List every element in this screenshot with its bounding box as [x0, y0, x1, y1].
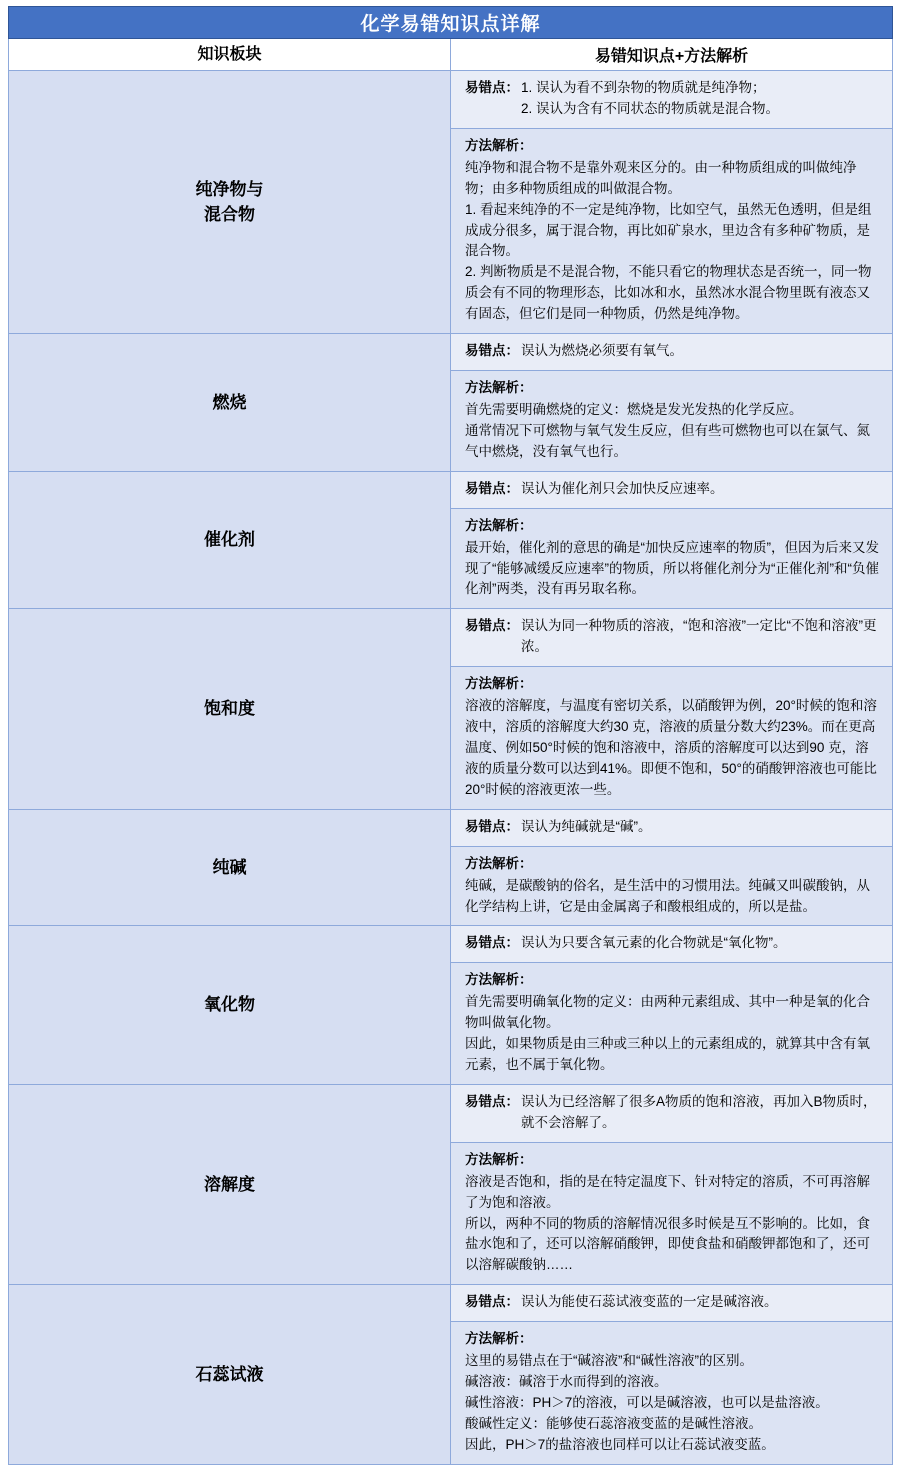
mistake-cell — [451, 1084, 893, 1142]
category-cell — [9, 334, 451, 472]
page-title: 化学易错知识点详解 — [9, 7, 893, 39]
method-line: 纯净物和混合物不是靠外观来区分的。由一种物质组成的叫做纯净物；由多种物质组成的叫做混合物。 — [465, 159, 857, 196]
method-cell — [451, 963, 893, 1085]
table-row — [9, 609, 893, 667]
category-label: 混合物 — [204, 205, 255, 225]
table-header-row — [9, 39, 893, 71]
method-label: 方法解析： — [465, 380, 533, 396]
method-line: 通常情况下可燃物与氧气发生反应，但有些可燃物也可以在氯气、氮气中燃烧，没有氧气也行。 — [465, 422, 870, 459]
category-label: 饱和度 — [204, 699, 255, 719]
table-title-row — [9, 7, 893, 39]
category-cell — [9, 71, 451, 334]
mistake-line: 误认为只要含氧元素的化合物就是“氧化物”。 — [521, 935, 787, 951]
table-row — [9, 1084, 893, 1142]
table-row — [9, 809, 893, 846]
method-cell — [451, 846, 893, 926]
column-header-content: 易错知识点+方法解析 — [451, 39, 893, 71]
column-header-category: 知识板块 — [9, 39, 451, 71]
category-cell — [9, 609, 451, 809]
mistake-line: 误认为燃烧必须要有氧气。 — [521, 343, 683, 359]
method-line: 所以，两种不同的物质的溶解情况很多时候是互不影响的。比如，食盐水饱和了，还可以溶解硝酸钾，即使食盐和硝酸钾都饱和了，还可以溶解碳酸钠…… — [465, 1215, 870, 1273]
category-label: 纯碱 — [212, 857, 247, 877]
method-line: 首先需要明确燃烧的定义：燃烧是发光发热的化学反应。 — [465, 401, 803, 417]
method-cell — [451, 508, 893, 609]
method-line: 酸碱性定义：能够使石蕊溶液变蓝的是碱性溶液。 — [465, 1415, 762, 1431]
method-cell — [451, 1142, 893, 1285]
category-cell — [9, 471, 451, 609]
method-line: 1. 看起来纯净的不一定是纯净物，比如空气，虽然无色透明，但是组成成分很多，属于混合物，再比如矿泉水，里边含有多种矿物质，是混合物。 — [465, 201, 872, 259]
method-line: 溶液是否饱和，指的是在特定温度下、针对特定的溶质，不可再溶解了为饱和溶液。 — [465, 1173, 870, 1210]
method-cell — [451, 1322, 893, 1465]
method-label: 方法解析： — [465, 137, 533, 153]
mistake-line: 误认为能使石蕊试液变蓝的一定是碱溶液。 — [521, 1294, 778, 1310]
category-label: 催化剂 — [204, 530, 255, 550]
method-cell — [451, 128, 893, 333]
mistake-line: 误认为已经溶解了很多A物质的饱和溶液，再加入B物质时，就不会溶解了。 — [521, 1093, 877, 1130]
chemistry-mistakes-table — [8, 6, 893, 1465]
table-row — [9, 471, 893, 508]
category-label: 溶解度 — [204, 1174, 255, 1194]
table-row — [9, 1285, 893, 1322]
method-line: 2. 判断物质是不是混合物，不能只看它的物理状态是否统一，同一物质会有不同的物理形态，比如冰和水，虽然冰水混合物里既有液态又有固态，但它们是同一种物质，仍然是纯净物。 — [465, 264, 872, 322]
category-label: 氧化物 — [204, 995, 255, 1015]
category-label: 燃烧 — [212, 392, 247, 412]
category-cell — [9, 809, 451, 926]
method-label: 方法解析： — [465, 972, 533, 988]
method-label: 方法解析： — [465, 517, 533, 533]
method-line: 溶液的溶解度，与温度有密切关系，以硝酸钾为例，20°时候的饱和溶液中，溶质的溶解度大约30 克，溶液的质量分数大约23%。而在更高温度、例如50°时候的饱和溶液中，溶质的溶解度可以达到90 克，溶液的质量分数可以达到41%。即便不饱和，50°的硝酸钾溶液也可能比20°时候的溶液更浓一些。 — [465, 698, 877, 797]
method-label: 方法解析： — [465, 1331, 533, 1347]
mistake-label: 易错点： — [465, 343, 519, 359]
method-label: 方法解析： — [465, 676, 533, 692]
category-label: 纯净物与 — [195, 179, 264, 199]
table-row — [9, 334, 893, 371]
table-row — [9, 926, 893, 963]
mistake-cell — [451, 926, 893, 963]
method-line: 最开始，催化剂的意思的确是“加快反应速率的物质”，但因为后来又发现了“能够减缓反应速率”的物质，所以将催化剂分为“正催化剂”和“负催化剂”两类，没有再另取名称。 — [465, 539, 879, 597]
method-line: 因此，如果物质是由三种或三种以上的元素组成的，就算其中含有氧元素，也不属于氧化物。 — [465, 1036, 870, 1073]
mistake-label: 易错点： — [465, 1294, 519, 1310]
mistake-line: 1. 误认为看不到杂物的物质就是纯净物； — [521, 80, 766, 95]
mistake-label: 易错点： — [465, 935, 519, 951]
method-cell — [451, 667, 893, 810]
mistake-cell — [451, 809, 893, 846]
category-cell — [9, 1084, 451, 1284]
category-label: 石蕊试液 — [195, 1364, 264, 1384]
method-line: 首先需要明确氧化物的定义：由两种元素组成、其中一种是氧的化合物叫做氧化物。 — [465, 994, 870, 1031]
method-line: 这里的易错点在于“碱溶液”和“碱性溶液”的区别。 — [465, 1353, 753, 1369]
mistake-cell — [451, 1285, 893, 1322]
method-line: 因此，PH＞7的盐溶液也同样可以让石蕊试液变蓝。 — [465, 1436, 775, 1452]
mistake-cell — [451, 334, 893, 371]
mistake-line: 2. 误认为含有不同状态的物质就是混合物。 — [521, 100, 780, 116]
method-line: 碱性溶液：PH＞7的溶液，可以是碱溶液，也可以是盐溶液。 — [465, 1395, 829, 1411]
mistake-line: 误认为同一种物质的溶液，“饱和溶液”一定比“不饱和溶液”更浓。 — [521, 618, 877, 655]
mistake-line: 误认为纯碱就是“碱”。 — [521, 818, 652, 834]
method-line: 碱溶液：碱溶于水而得到的溶液。 — [465, 1374, 668, 1390]
mistake-label: 易错点： — [465, 480, 519, 496]
method-label: 方法解析： — [465, 855, 533, 871]
mistake-label: 易错点： — [465, 80, 519, 95]
mistake-label: 易错点： — [465, 1093, 519, 1109]
mistake-cell — [451, 71, 893, 129]
mistake-label: 易错点： — [465, 618, 519, 634]
mistake-cell — [451, 471, 893, 508]
table-row — [9, 71, 893, 129]
mistake-cell — [451, 609, 893, 667]
category-cell — [9, 1285, 451, 1464]
mistake-label: 易错点： — [465, 818, 519, 834]
mistake-line: 误认为催化剂只会加快反应速率。 — [521, 480, 724, 496]
method-label: 方法解析： — [465, 1151, 533, 1167]
method-cell — [451, 371, 893, 472]
category-cell — [9, 926, 451, 1085]
method-line: 纯碱，是碳酸钠的俗名，是生活中的习惯用法。纯碱又叫碳酸钠，从化学结构上讲，它是由金属离子和酸根组成的，所以是盐。 — [465, 877, 870, 914]
